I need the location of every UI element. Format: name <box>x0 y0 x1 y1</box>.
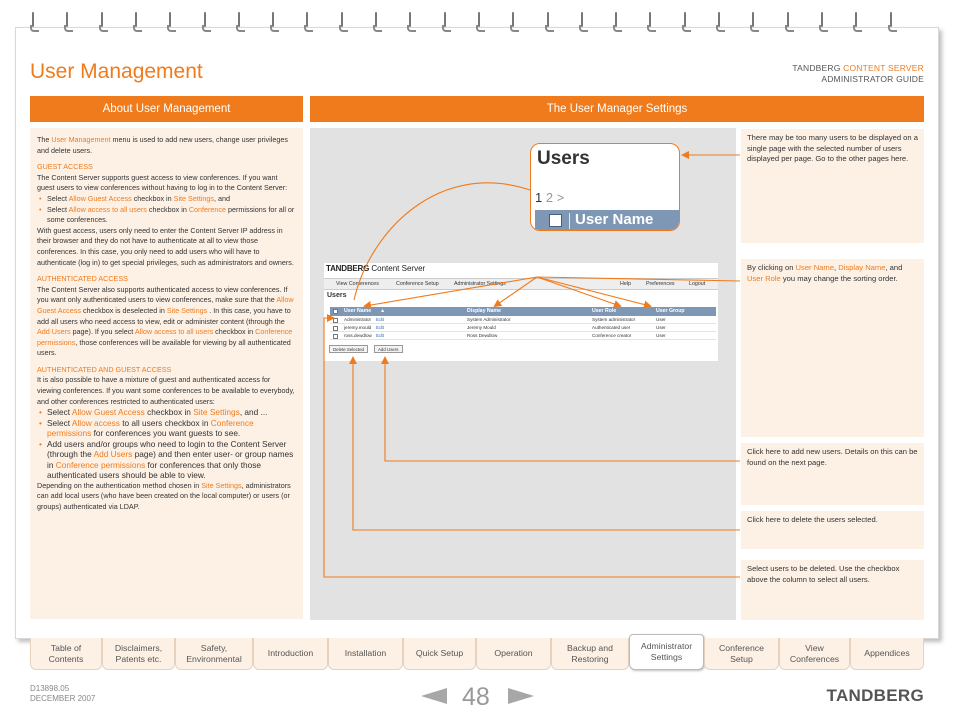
site-settings-link[interactable]: Site Settings <box>173 193 215 203</box>
intro-paragraph <box>37 135 296 156</box>
text: page). If you select <box>70 327 135 337</box>
cell-username: ross.dewdlow <box>344 333 372 338</box>
tab-label: Appendices <box>864 648 910 658</box>
text: , those conferences will be available for viewing by all authenticated users. <box>37 337 291 358</box>
app-logo-product: Content Server <box>371 264 426 273</box>
edit-link[interactable]: Edit <box>376 325 384 330</box>
text: menu is used to add new users, change user privileges and delete users. <box>37 135 288 155</box>
section-tabs <box>30 638 924 670</box>
binder-ring-icon <box>407 12 415 32</box>
cell-username: jeremy.mould <box>344 325 372 330</box>
allow-guest-access-link[interactable]: Allow Guest Access <box>71 407 145 418</box>
guest-text-2: With guest access, users only need to enter the Content Server IP address in their browser and they do not have to authenticate at all to view those conferences. In this case, you only need to add users who will have to authenticate (log in) to get special privileges, such as administrators and owners. <box>37 225 294 267</box>
cell-group: User <box>656 325 666 330</box>
zoom-select-all-checkbox[interactable] <box>549 214 562 227</box>
conference-permissions-link[interactable]: Conference permissions <box>47 417 254 439</box>
guest-bullet-1 <box>37 194 296 205</box>
mixed-list <box>37 407 296 481</box>
binder-ring-icon <box>716 12 724 32</box>
allow-guest-access-link[interactable]: Allow Guest Access <box>68 193 132 203</box>
cell-display-name: Jeremy Mould <box>467 325 496 330</box>
auth-heading: AUTHENTICATED ACCESS <box>37 274 128 284</box>
guide-brand <box>792 63 924 85</box>
nav-preferences[interactable]: Preferences <box>646 281 675 287</box>
binder-ring-icon <box>270 12 278 32</box>
zoom-users-title: Users <box>537 148 590 169</box>
nav-help[interactable]: Help <box>620 281 631 287</box>
text: checkbox in <box>213 327 256 337</box>
tab-introduction[interactable] <box>253 638 328 670</box>
add-users-link[interactable]: Add Users <box>93 449 133 460</box>
text: , and <box>885 263 903 272</box>
binder-ring-icon <box>750 12 758 32</box>
tab-operation[interactable] <box>476 638 551 670</box>
users-table <box>330 307 716 340</box>
page-number: 48 <box>462 683 490 711</box>
zoom-separator <box>569 213 570 229</box>
note-select: Select users to be deleted. Use the checkbox above the column to select all users. <box>741 560 924 620</box>
add-users-link[interactable]: Add Users <box>37 327 71 337</box>
about-header: About User Management <box>30 96 303 122</box>
tab-label: Table of Contents <box>48 642 84 664</box>
app-logo <box>326 264 425 273</box>
text: , and <box>214 193 231 203</box>
text: , administrators can add local users (who have been created on the local computer) or users (or groups) authenticated via LDAP. <box>37 480 291 511</box>
text: checkbox in <box>131 193 174 203</box>
col-display-name[interactable]: Display Name <box>467 308 502 314</box>
site-settings-link[interactable]: Site Settings <box>201 480 242 490</box>
mixed-bullet-2 <box>37 418 296 439</box>
conference-permissions-link[interactable]: Conference permissions <box>55 459 146 470</box>
tab-label: Operation <box>494 648 533 658</box>
binder-ring-icon <box>167 12 175 32</box>
binder-ring-icon <box>510 12 518 32</box>
text: , and ... <box>239 407 268 418</box>
binder-ring-icon <box>30 12 38 32</box>
row-checkbox[interactable] <box>333 326 338 331</box>
binder-ring-icon <box>647 12 655 32</box>
guest-bullet-2 <box>37 205 296 226</box>
conference-link[interactable]: Conference <box>188 204 226 214</box>
brand-product: CONTENT SERVER <box>843 63 924 73</box>
site-settings-link[interactable]: Site Settings <box>193 407 240 418</box>
tab-label: Backup and Restoring <box>567 642 613 664</box>
binder-ring-icon <box>373 12 381 32</box>
zoom-user-name-header[interactable]: User Name <box>575 211 654 228</box>
binder-ring-icon <box>339 12 347 32</box>
display-name-ref: Display Name <box>838 263 886 272</box>
tab-label: Administrator Settings <box>640 641 693 662</box>
nav-view-conferences[interactable]: View Conferences <box>336 281 379 287</box>
about-text <box>30 128 303 619</box>
text: Select <box>47 407 72 418</box>
col-user-group[interactable]: User Group <box>656 308 685 314</box>
tandberg-logo: TANDBERG <box>826 686 924 705</box>
zoom-column-header <box>535 210 680 231</box>
guide-brand-line1 <box>792 63 924 74</box>
binder-ring-icon <box>442 12 450 32</box>
cell-display-name: System Administrator <box>467 317 511 322</box>
tab-view-conferences[interactable] <box>779 638 850 670</box>
mixed-text: It is also possible to have a mixture of guest and authenticated access for viewing conferences. If you want some conferences to be available to everybody, and other conferences restricted to authenticated users: <box>37 375 295 406</box>
binder-ring-icon <box>99 12 107 32</box>
user-name-ref: User Name <box>795 263 834 272</box>
table-row <box>330 332 716 340</box>
binder-ring-icon <box>476 12 484 32</box>
settings-header: The User Manager Settings <box>310 96 924 122</box>
delete-selected-button[interactable]: Delete Selected <box>329 345 368 353</box>
page-navigator <box>419 682 536 710</box>
conference-permissions-link[interactable]: Conference permissions <box>37 327 293 347</box>
allow-guest-access-link[interactable]: Allow Guest Access <box>37 295 294 315</box>
tab-installation[interactable] <box>328 638 403 670</box>
text: page) and then enter user- or group names in <box>47 449 294 470</box>
tab-label: Disclaimers, Patents etc. <box>114 642 163 664</box>
text: . In this case, you have to add all users who need access to view, edit or administer content (through the <box>37 305 291 326</box>
nav-conference-setup[interactable]: Conference Setup <box>396 281 439 287</box>
binder-ring-icon <box>682 12 690 32</box>
tab-backup-and-restoring[interactable] <box>551 638 629 670</box>
note-sorting <box>741 259 924 437</box>
app-page-title: Users <box>327 292 347 299</box>
tab-conference-setup[interactable] <box>704 638 779 670</box>
tab-table-of-contents[interactable] <box>30 638 102 670</box>
allow-access-all-users-link[interactable]: Allow access to all users <box>68 204 147 214</box>
guide-brand-line2: ADMINISTRATOR GUIDE <box>821 74 924 84</box>
text: Select <box>47 417 72 428</box>
row-checkbox[interactable] <box>333 334 338 339</box>
table-row <box>330 316 716 324</box>
brand-prefix: TANDBERG <box>792 63 844 73</box>
site-settings-link[interactable]: Site Settings <box>166 305 208 315</box>
allow-access-all-users-link[interactable]: Allow access to all users <box>134 327 214 337</box>
tab-disclaimers-patents-etc[interactable] <box>102 638 175 670</box>
binder-ring-icon <box>202 12 210 32</box>
binder-ring-icon <box>545 12 553 32</box>
app-logo-brand: TANDBERG <box>326 264 370 273</box>
text: Select <box>47 193 69 203</box>
app-nav-bar <box>324 278 718 290</box>
guest-text: The Content Server supports guest access to view conferences. If you want guest users to view conferences without having to log in to the Content Server: <box>37 172 288 193</box>
nav-administrator-settings[interactable]: Administrator Settings <box>454 281 506 287</box>
note-delete: Click here to delete the users selected. <box>741 511 924 549</box>
col-user-role[interactable]: User Role <box>592 308 617 314</box>
text: checkbox in <box>144 407 194 418</box>
cell-role: System administrator <box>592 317 636 322</box>
cell-role: Authenticated user <box>592 325 631 330</box>
col-user-name[interactable]: User Name <box>344 308 372 314</box>
tab-label: Safety, Environmental <box>186 642 242 664</box>
doc-date: DECEMBER 2007 <box>30 694 96 703</box>
text: for conferences you want guests to see. <box>91 428 241 439</box>
binder-rings <box>30 12 920 32</box>
allow-access-link[interactable]: Allow access <box>71 417 120 428</box>
tab-safety-environmental[interactable] <box>175 638 253 670</box>
tab-label: Conference Setup <box>719 642 764 664</box>
tab-quick-setup[interactable] <box>403 638 476 670</box>
previous-page-arrow-icon[interactable] <box>421 688 447 704</box>
binder-ring-icon <box>819 12 827 32</box>
text: permissions for all or some conferences. <box>47 204 295 225</box>
binder-ring-icon <box>888 12 896 32</box>
page-1-link[interactable]: 1 <box>535 190 543 205</box>
text: to all users checkbox in <box>119 417 211 428</box>
document-id <box>30 684 95 704</box>
users-table-header <box>330 307 716 316</box>
edit-link[interactable]: Edit <box>376 317 384 322</box>
cell-role: Conference creator <box>592 333 632 338</box>
mixed-heading: AUTHENTICATED AND GUEST ACCESS <box>37 364 172 374</box>
binder-ring-icon <box>304 12 312 32</box>
binder-ring-icon <box>236 12 244 32</box>
select-all-checkbox[interactable] <box>333 309 338 314</box>
guest-heading: GUEST ACCESS <box>37 162 93 172</box>
text: The Content Server also supports authenticated access to view conferences. If you want only authenticated users to view conferences, make sure that the <box>37 284 288 305</box>
note-pagination: There may be too many users to be displayed on a single page with the selected number of users displayed per page. Go to the other pages here. <box>741 129 924 243</box>
cell-group: User <box>656 333 666 338</box>
text: , <box>833 263 839 272</box>
mixed-bullet-3 <box>37 439 296 481</box>
guest-list <box>37 194 296 226</box>
binder-ring-icon <box>785 12 793 32</box>
cell-group: User <box>656 317 666 322</box>
binder-ring-icon <box>613 12 621 32</box>
tab-label: View Conferences <box>789 642 840 664</box>
tab-administrator-settings[interactable] <box>629 634 704 670</box>
content-server-window <box>324 263 718 361</box>
binder-ring-icon <box>64 12 72 32</box>
zoomed-users-detail <box>530 143 680 231</box>
nav-logout[interactable]: Logout <box>689 281 706 287</box>
row-checkbox[interactable] <box>333 318 338 323</box>
closing-paragraph <box>37 481 296 513</box>
cell-display-name: Ross Dewdlow <box>467 333 498 338</box>
binder-ring-icon <box>133 12 141 32</box>
doc-number: D13898.05 <box>30 684 70 693</box>
page-title: User Management <box>30 60 203 83</box>
binder-ring-icon <box>853 12 861 32</box>
zoom-pager <box>535 190 564 205</box>
tab-label: Installation <box>344 648 387 658</box>
table-row <box>330 324 716 332</box>
next-page-arrow-icon[interactable]: > <box>556 190 565 205</box>
next-page-arrow-icon[interactable] <box>508 688 534 704</box>
cell-username: Administrator <box>344 317 372 322</box>
sort-arrow-icon: ▲ <box>380 308 386 314</box>
text: checkbox in <box>146 204 189 214</box>
user-management-link[interactable]: User Management <box>51 135 111 144</box>
text: checkbox is deselected in <box>80 305 167 315</box>
tab-label: Quick Setup <box>415 648 464 658</box>
text: Select <box>47 204 69 214</box>
text: for conferences that only those authenticated users should be able to view. <box>47 459 261 481</box>
note-add-users: Click here to add new users. Details on this can be found on the next page. <box>741 443 924 505</box>
tab-appendices[interactable] <box>850 638 924 670</box>
add-users-button[interactable]: Add Users <box>374 345 403 353</box>
text: Depending on the authentication method chosen in <box>37 480 202 490</box>
auth-paragraph <box>37 285 296 359</box>
text: Add users and/or groups who need to login to the Content Server (through the <box>47 438 287 460</box>
text: you may change the sorting order. <box>780 273 898 283</box>
edit-link[interactable]: Edit <box>376 333 384 338</box>
mixed-bullet-1 <box>37 407 296 418</box>
text: The <box>37 135 52 144</box>
user-role-ref: User Role <box>747 273 781 283</box>
tab-label: Introduction <box>267 648 314 658</box>
binder-ring-icon <box>579 12 587 32</box>
text: By clicking on <box>747 263 796 272</box>
page-2-link[interactable]: 2 <box>545 190 554 205</box>
